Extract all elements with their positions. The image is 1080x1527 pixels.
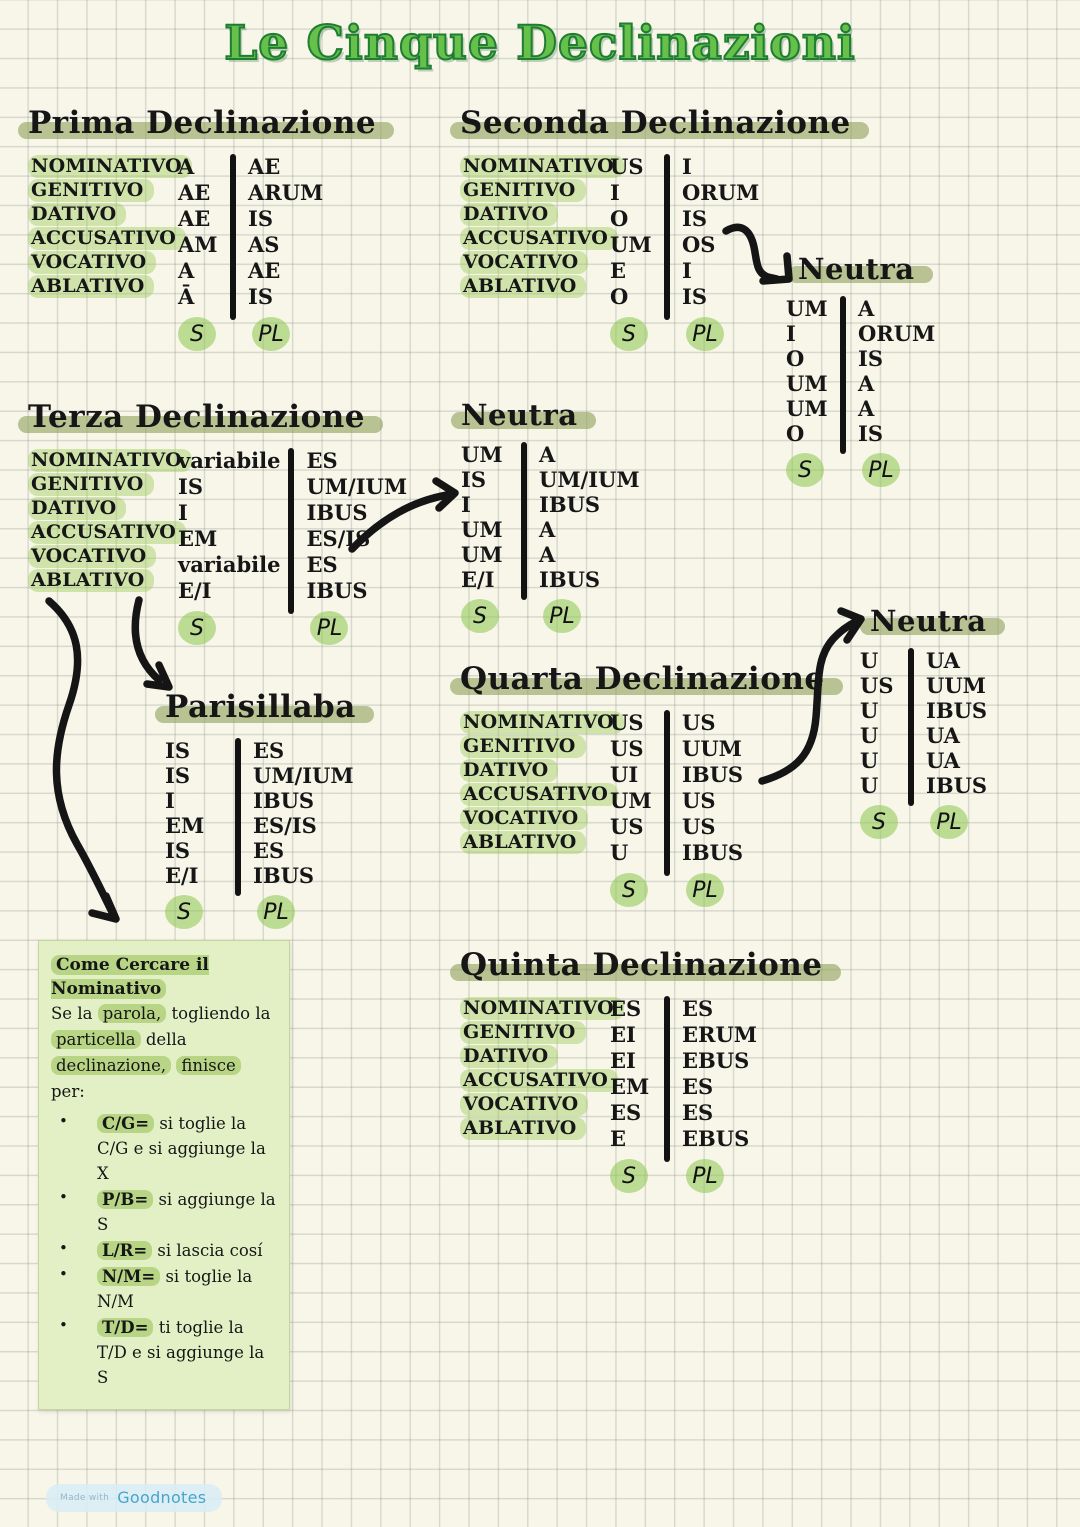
case-label-text: GENITIVO <box>460 1021 586 1044</box>
bullet-rule-head: T/D= <box>97 1318 153 1337</box>
case-labels-column <box>460 996 614 1140</box>
section-title-text: Prima Declinazione <box>28 105 377 141</box>
plural-column <box>926 648 987 839</box>
singular-column <box>610 154 656 351</box>
plural-ending: ORUM <box>682 180 760 205</box>
singular-column <box>610 710 656 907</box>
section-parisillaba <box>165 688 356 929</box>
note-highlighted-word: parola, <box>98 1004 167 1023</box>
section-title-text: Neutra <box>461 398 578 432</box>
singular-ending: U <box>610 840 629 865</box>
declension-table <box>28 448 407 645</box>
case-label <box>460 758 610 782</box>
singular-marker: S <box>178 611 216 645</box>
column-divider-line <box>664 996 670 1162</box>
section-title-text: Quinta Declinazione <box>460 947 823 983</box>
section-title <box>28 104 376 142</box>
case-label-text: DATIVO <box>460 203 558 226</box>
singular-ending: IS <box>165 838 190 863</box>
plural-ending: I <box>682 154 692 179</box>
section-title-text: Seconda Declinazione <box>460 105 851 141</box>
singular-ending: E/I <box>165 863 199 888</box>
case-label-text: VOCATIVO <box>460 251 588 274</box>
declension-table <box>28 154 376 351</box>
case-label <box>28 496 178 520</box>
singular-column <box>178 154 222 351</box>
singular-ending: UI <box>610 762 639 787</box>
plural-ending: IBUS <box>306 578 368 603</box>
plural-ending: ERUM <box>682 1022 758 1047</box>
case-label-text: ACCUSATIVO <box>460 1069 618 1092</box>
bullet-rule-head: N/M= <box>97 1267 160 1286</box>
plural-column <box>306 448 407 645</box>
note-highlighted-word: declinazione, <box>51 1056 171 1075</box>
plural-column <box>539 442 640 633</box>
plural-ending: UA <box>926 648 960 673</box>
section-title <box>28 398 365 436</box>
note-box-intro: Se la parola, togliendo la particella della declinazione, finisce per: <box>51 1004 271 1101</box>
note-bullet-item: • L/R= si lascia cosí <box>51 1238 277 1263</box>
plural-ending: ES <box>253 738 285 763</box>
case-label <box>28 154 182 178</box>
plural-ending: IBUS <box>682 840 744 865</box>
case-labels-column <box>460 154 614 298</box>
plural-column <box>682 710 743 907</box>
singular-ending: US <box>610 710 644 735</box>
plural-column <box>682 154 759 351</box>
case-label-text: ABLATIVO <box>460 831 586 854</box>
singular-ending: EI <box>610 1048 636 1073</box>
singular-ending: I <box>178 500 188 525</box>
singular-ending: EI <box>610 1022 636 1047</box>
singular-ending: I <box>610 180 620 205</box>
plural-ending: UM/IUM <box>253 763 354 788</box>
singular-marker: S <box>786 453 824 487</box>
case-label <box>460 274 610 298</box>
plural-marker: PL <box>257 895 295 929</box>
column-divider-line <box>230 154 236 320</box>
column-divider-line <box>840 296 846 454</box>
case-label-text: DATIVO <box>460 759 558 782</box>
case-label-text: VOCATIVO <box>28 545 156 568</box>
column-divider-line <box>664 154 670 320</box>
singular-ending: I <box>786 321 796 346</box>
bullet-dot: • <box>59 1188 68 1206</box>
singular-ending: UM <box>786 296 828 321</box>
plural-ending: A <box>858 296 875 321</box>
column-divider-line <box>235 738 241 896</box>
section-title-text: Parisillaba <box>165 689 356 725</box>
case-label-text: DATIVO <box>28 203 126 226</box>
case-label-text: GENITIVO <box>460 735 586 758</box>
singular-column <box>610 996 656 1193</box>
case-label <box>28 226 178 250</box>
singular-ending: US <box>610 154 644 179</box>
case-label <box>460 996 614 1020</box>
plural-marker: PL <box>686 873 724 907</box>
case-label-text: GENITIVO <box>28 473 154 496</box>
plural-ending: IBUS <box>253 788 315 813</box>
singular-ending: O <box>786 346 805 371</box>
bullet-dot: • <box>59 1265 68 1283</box>
plural-ending: US <box>682 814 716 839</box>
case-label-text: NOMINATIVO <box>460 155 624 178</box>
section-neutra-terza <box>461 398 640 633</box>
singular-ending: UM <box>786 371 828 396</box>
plural-marker: PL <box>930 805 968 839</box>
plural-ending: IBUS <box>539 567 601 592</box>
singular-ending: UM <box>786 396 828 421</box>
note-bullet-item: • N/M= si toglie la N/M <box>51 1264 277 1314</box>
plural-ending: ES <box>306 552 338 577</box>
singular-marker: S <box>165 895 203 929</box>
plural-column <box>253 738 354 929</box>
singular-ending: US <box>610 814 644 839</box>
plural-ending: EBUS <box>682 1126 750 1151</box>
singular-column <box>786 296 832 487</box>
case-label <box>28 544 178 568</box>
singular-column <box>178 448 280 645</box>
singular-ending: U <box>860 723 879 748</box>
singular-column <box>165 738 227 929</box>
singular-ending: EM <box>165 813 205 838</box>
section-neutra-quarta <box>860 604 987 839</box>
note-bullet-item: • C/G= si toglie la C/G e si aggiunge la X <box>51 1111 277 1186</box>
column-divider-line <box>664 710 670 876</box>
plural-ending: IS <box>682 284 707 309</box>
plural-ending: UUM <box>682 736 742 761</box>
note-box-come-cercare-il-nominativo <box>38 940 290 1410</box>
case-label <box>28 568 178 592</box>
plural-ending: US <box>682 710 716 735</box>
note-highlighted-word: particella <box>51 1030 141 1049</box>
section-title-text: Neutra <box>870 604 987 638</box>
case-label <box>460 202 610 226</box>
plural-ending: ES/IS <box>306 526 371 551</box>
plural-ending: UA <box>926 748 960 773</box>
case-label-text: NOMINATIVO <box>460 711 624 734</box>
singular-ending: E/I <box>178 578 212 603</box>
case-label <box>460 1020 610 1044</box>
section-terza-declinazione <box>28 398 407 645</box>
case-labels-column <box>460 710 614 854</box>
singular-ending: AE <box>178 180 211 205</box>
plural-ending: IS <box>858 421 883 446</box>
singular-ending: US <box>860 673 894 698</box>
singular-ending: ES <box>610 996 642 1021</box>
page-title: Le Cinque Declinazioni <box>224 16 856 71</box>
plural-column <box>248 154 323 351</box>
singular-marker: S <box>610 1159 648 1193</box>
singular-column <box>461 442 513 633</box>
singular-ending: UM <box>461 542 503 567</box>
column-divider-line <box>521 442 527 600</box>
singular-ending: A <box>178 258 195 283</box>
bullet-rule-head: C/G= <box>97 1114 154 1133</box>
plural-ending: ES <box>682 996 714 1021</box>
case-label-text: ACCUSATIVO <box>460 783 618 806</box>
declension-table <box>460 996 823 1193</box>
case-label <box>460 250 610 274</box>
singular-ending: AE <box>178 206 211 231</box>
singular-ending: Ā <box>178 284 195 309</box>
case-label-text: GENITIVO <box>460 179 586 202</box>
case-label <box>460 226 610 250</box>
plural-marker: PL <box>686 1159 724 1193</box>
singular-marker: S <box>178 317 216 351</box>
case-labels-column <box>28 154 182 298</box>
plural-ending: IS <box>858 346 883 371</box>
section-quarta-declinazione <box>460 660 825 907</box>
plural-ending: ES <box>682 1074 714 1099</box>
singular-ending: ES <box>610 1100 642 1125</box>
goodnotes-brand-label: Goodnotes <box>117 1488 207 1507</box>
case-label <box>460 1116 610 1140</box>
case-label <box>28 274 178 298</box>
plural-ending: AE <box>248 258 281 283</box>
plural-ending: US <box>682 788 716 813</box>
singular-ending: I <box>165 788 175 813</box>
plural-ending: IBUS <box>682 762 744 787</box>
plural-column <box>682 996 757 1193</box>
case-label-text: VOCATIVO <box>28 251 156 274</box>
made-with-label: Made with <box>60 1492 110 1503</box>
singular-ending: U <box>860 773 879 798</box>
case-label <box>28 178 178 202</box>
singular-marker: S <box>610 873 648 907</box>
plural-ending: ES <box>682 1100 714 1125</box>
plural-ending: UA <box>926 723 960 748</box>
plural-column <box>858 296 935 487</box>
plural-ending: A <box>539 542 556 567</box>
plural-ending: ES <box>306 448 338 473</box>
singular-marker: S <box>860 805 898 839</box>
case-label-text: ABLATIVO <box>28 569 154 592</box>
singular-ending: E/I <box>461 567 495 592</box>
singular-ending: E <box>610 1126 627 1151</box>
section-title <box>461 398 578 432</box>
case-label <box>460 734 610 758</box>
case-label <box>460 782 610 806</box>
column-divider-line <box>908 648 914 806</box>
singular-ending: UM <box>610 788 652 813</box>
declension-table <box>460 710 825 907</box>
singular-ending: IS <box>178 474 203 499</box>
case-labels-column <box>28 448 182 592</box>
case-label <box>28 520 178 544</box>
plural-ending: A <box>858 371 875 396</box>
case-label <box>28 202 178 226</box>
plural-marker: PL <box>310 611 348 645</box>
case-label <box>460 1092 610 1116</box>
section-title <box>460 104 851 142</box>
case-label <box>460 178 610 202</box>
singular-ending: O <box>610 284 629 309</box>
arrow-terza-to-note-box <box>49 601 116 919</box>
section-title <box>460 946 823 984</box>
singular-ending: variabile <box>178 448 281 473</box>
bullet-rule-head: P/B= <box>97 1190 153 1209</box>
case-label <box>28 472 178 496</box>
plural-ending: ES/IS <box>253 813 317 838</box>
case-label-text: NOMINATIVO <box>460 997 624 1020</box>
case-label <box>460 830 610 854</box>
plural-ending: A <box>858 396 875 421</box>
plural-marker: PL <box>252 317 290 351</box>
section-title <box>870 604 987 638</box>
bullet-dot: • <box>59 1316 68 1334</box>
declension-table <box>165 738 356 929</box>
declension-table <box>860 648 987 839</box>
singular-marker: S <box>461 599 499 633</box>
case-label-text: ABLATIVO <box>460 275 586 298</box>
section-quinta-declinazione <box>460 946 823 1193</box>
section-title-text: Quarta Declinazione <box>460 661 825 697</box>
bullet-dot: • <box>59 1239 68 1257</box>
plural-ending: IBUS <box>539 492 601 517</box>
singular-marker: S <box>610 317 648 351</box>
plural-ending: IS <box>248 206 273 231</box>
bullet-dot: • <box>59 1112 68 1130</box>
plural-ending: IBUS <box>253 863 315 888</box>
case-label <box>28 250 178 274</box>
case-label-text: NOMINATIVO <box>28 155 192 178</box>
case-label-text: NOMINATIVO <box>28 449 192 472</box>
singular-ending: IS <box>461 467 486 492</box>
plural-ending: AS <box>248 232 280 257</box>
case-label-text: DATIVO <box>28 497 126 520</box>
note-highlighted-word: finisce <box>176 1056 240 1075</box>
plural-ending: I <box>682 258 692 283</box>
singular-ending: UM <box>461 517 503 542</box>
plural-marker: PL <box>543 599 581 633</box>
plural-ending: UM/IUM <box>306 474 408 499</box>
singular-ending: U <box>860 648 879 673</box>
plural-marker: PL <box>686 317 724 351</box>
plural-ending: ES <box>253 838 285 863</box>
plural-ending: UM/IUM <box>539 467 640 492</box>
column-divider-line <box>288 448 294 614</box>
singular-ending: UM <box>461 442 503 467</box>
singular-ending: O <box>610 206 629 231</box>
singular-ending: I <box>461 492 471 517</box>
plural-ending: IBUS <box>926 698 988 723</box>
case-label-text: ACCUSATIVO <box>28 227 186 250</box>
case-label-text: ACCUSATIVO <box>28 521 186 544</box>
declension-table <box>786 296 935 487</box>
case-label-text: GENITIVO <box>28 179 154 202</box>
case-label-text: ABLATIVO <box>28 275 154 298</box>
plural-ending: A <box>539 517 556 542</box>
plural-ending: IBUS <box>926 773 988 798</box>
plural-ending: A <box>539 442 556 467</box>
case-label <box>460 710 614 734</box>
plural-ending: IS <box>248 284 273 309</box>
note-box-bullet-list <box>51 1111 277 1390</box>
section-title-text: Terza Declinazione <box>28 399 366 435</box>
note-box-title <box>51 953 277 1001</box>
plural-ending: EBUS <box>682 1048 750 1073</box>
plural-ending: ARUM <box>248 180 324 205</box>
section-prima-declinazione <box>28 104 376 351</box>
singular-ending: IS <box>165 738 190 763</box>
plural-ending: IS <box>682 206 707 231</box>
plural-marker: PL <box>862 453 900 487</box>
goodnotes-badge[interactable] <box>46 1484 222 1512</box>
singular-ending: U <box>860 698 879 723</box>
singular-ending: AM <box>178 232 218 257</box>
singular-ending: US <box>610 736 644 761</box>
case-label-text: VOCATIVO <box>460 1093 588 1116</box>
singular-ending: UM <box>610 232 652 257</box>
section-title-text: Neutra <box>798 252 915 286</box>
note-box-title-text: Come Cercare il Nominativo <box>51 955 209 999</box>
section-title <box>460 660 825 698</box>
case-label-text: ACCUSATIVO <box>460 227 618 250</box>
singular-ending: EM <box>178 526 218 551</box>
bullet-rule-head: L/R= <box>97 1241 152 1260</box>
case-label-text: VOCATIVO <box>460 807 588 830</box>
case-label <box>460 1044 610 1068</box>
declension-table <box>461 442 640 633</box>
singular-ending: E <box>610 258 627 283</box>
case-label <box>460 154 614 178</box>
note-bullet-item: • T/D= ti toglie la T/D e si aggiunge la S <box>51 1315 277 1390</box>
section-title <box>165 688 356 726</box>
case-label <box>460 806 610 830</box>
plural-ending: OS <box>682 232 716 257</box>
singular-ending: EM <box>610 1074 650 1099</box>
singular-ending: U <box>860 748 879 773</box>
section-neutra-seconda <box>786 252 935 487</box>
singular-ending: A <box>178 154 195 179</box>
note-bullet-item: • P/B= si aggiunge la S <box>51 1187 277 1237</box>
section-title <box>798 252 915 286</box>
case-label-text: ABLATIVO <box>460 1117 586 1140</box>
plural-ending: ORUM <box>858 321 936 346</box>
case-label <box>460 1068 610 1092</box>
singular-ending: O <box>786 421 805 446</box>
case-label <box>28 448 182 472</box>
case-label-text: DATIVO <box>460 1045 558 1068</box>
plural-ending: IBUS <box>306 500 368 525</box>
singular-ending: variabile <box>178 552 281 577</box>
singular-column <box>860 648 900 839</box>
plural-ending: AE <box>248 154 281 179</box>
singular-ending: IS <box>165 763 190 788</box>
plural-ending: UUM <box>926 673 986 698</box>
